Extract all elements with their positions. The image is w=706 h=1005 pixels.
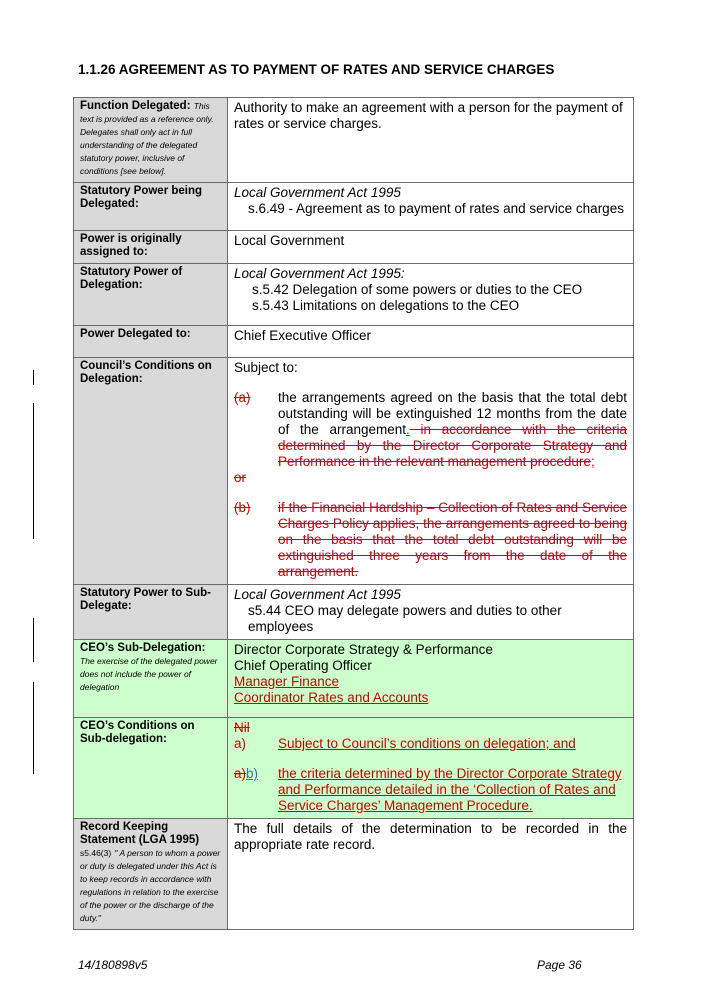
- label-statutory-power: Statutory Power being Delegated:: [80, 185, 203, 210]
- footer-page-number: Page 36: [537, 958, 582, 972]
- function-note: This text is provided as a reference only. Delegates shall only act in full understanding of the delegated statutory power, inclusive of conditions [see below].: [80, 101, 214, 176]
- row-delegated-to: [74, 326, 634, 358]
- row-sub-delegate-power: [74, 585, 634, 640]
- power-of-delegation-act: Local Government Act 1995:: [234, 266, 405, 281]
- ceo-condition-b-deleted-marker: a): [234, 766, 247, 781]
- sub-delegate-inserted: Manager Finance: [234, 674, 340, 689]
- row-originally-assigned: [74, 231, 634, 264]
- condition-b: [234, 500, 627, 580]
- label-cell: [74, 98, 228, 183]
- condition-b-text: if the Financial Hardship – Collection of Rates and Service Charges Policy applies, the arrangements agreed to being on the basis that the total debt outstanding will be extinguished three years from the date of the arrangement.: [278, 500, 627, 579]
- value-cell: [228, 231, 634, 264]
- label-cell: [74, 326, 228, 358]
- sub-delegate-inserted: Coordinator Rates and Accounts: [234, 690, 429, 705]
- condition-a-deleted: in accordance with the criteria determined by the Director Corporate Strategy and Performance in the relevant management procedure: [278, 422, 627, 469]
- value-cell: [228, 585, 634, 640]
- condition-a-end: ;: [590, 454, 595, 469]
- label-cell: [74, 640, 228, 718]
- row-power-of-delegation: [74, 264, 634, 326]
- sub-delegate-act: Local Government Act 1995: [234, 587, 401, 602]
- label-cell: [74, 183, 228, 231]
- ceo-condition-a-text: Subject to Council’s conditions on delegation; and: [278, 736, 576, 751]
- label-cell: [74, 358, 228, 585]
- condition-a: [234, 390, 627, 470]
- ceo-condition-b-text: the criteria determined by the Director Corporate Strategy and Performance detailed in the ‘Collection of Rates and Service Charges’ Management Procedure.: [278, 766, 622, 813]
- statutory-power-section: s.6.49 - Agreement as to payment of rates and service charges: [248, 201, 624, 216]
- power-of-delegation-line: s.5.42 Delegation of some powers or duties to the CEO: [252, 282, 583, 297]
- value-cell: [228, 98, 634, 183]
- revision-bar: [33, 403, 34, 539]
- label-cell: [74, 819, 228, 930]
- row-ceo-conditions: [74, 718, 634, 819]
- sub-delegate-section: s5.44 CEO may delegate powers and duties to other employees: [248, 603, 562, 634]
- value-cell: [228, 358, 634, 585]
- label-ceo-sub-delegation: CEO’s Sub-Delegation:: [80, 642, 206, 654]
- row-statutory-power: [74, 183, 634, 231]
- council-conditions-intro: Subject to:: [234, 360, 298, 375]
- label-power-of-delegation: Statutory Power of Delegation:: [80, 266, 183, 291]
- revision-bar: [33, 618, 34, 662]
- statutory-power-act: Local Government Act 1995: [234, 185, 401, 200]
- condition-a-text: the arrangements agreed on the basis that the total debt outstanding will be extinguished 12 months from the date of the arrangement: [278, 390, 627, 437]
- record-keeping-note: " A person to whom a power or duty is delegated under this Act is to keep records in accordance with regulations in relation to the exercise of the power or the discharge of the duty.": [80, 848, 221, 923]
- label-cell: [74, 264, 228, 326]
- ceo-condition-a: [234, 736, 627, 752]
- record-keeping-value: The full details of the determination to be recorded in the appropriate rate record.: [234, 821, 627, 852]
- delegation-table: [73, 97, 634, 930]
- label-council-conditions: Council’s Conditions on Delegation:: [80, 360, 212, 385]
- power-of-delegation-line: s.5.43 Limitations on delegations to the CEO: [252, 298, 520, 313]
- value-cell: [228, 183, 634, 231]
- revision-bar: [33, 370, 34, 385]
- ceo-condition-b: [234, 766, 627, 814]
- row-function-delegated: [74, 98, 634, 183]
- row-ceo-sub-delegation: [74, 640, 634, 718]
- row-council-conditions: [74, 358, 634, 585]
- sub-delegate-existing: Chief Operating Officer: [234, 658, 372, 673]
- label-cell: [74, 231, 228, 264]
- label-delegated-to: Power Delegated to:: [80, 328, 191, 340]
- label-function-delegated: Function Delegated:: [80, 100, 191, 112]
- ceo-sub-delegation-note: The exercise of the delegated power does not include the power of delegation: [80, 656, 218, 692]
- ceo-conditions-deleted: Nil: [234, 720, 250, 735]
- condition-a-marker: (a): [234, 390, 251, 405]
- value-cell: [228, 264, 634, 326]
- revision-bar: [33, 682, 34, 774]
- value-cell: [228, 326, 634, 358]
- value-cell: [228, 718, 634, 819]
- label-ceo-conditions: CEO’s Conditions on Sub-delegation:: [80, 720, 195, 745]
- ceo-condition-b-marker: b): [246, 766, 259, 781]
- record-keeping-ref: s5.46(3): [80, 848, 112, 858]
- label-cell: [74, 718, 228, 819]
- footer-doc-ref: 14/180898v5: [78, 958, 148, 972]
- label-cell: [74, 585, 228, 640]
- ceo-condition-a-marker: a): [234, 736, 247, 751]
- value-cell: [228, 640, 634, 718]
- condition-b-marker: (b): [234, 500, 251, 515]
- value-cell: [228, 819, 634, 930]
- section-heading: 1.1.26 AGREEMENT AS TO PAYMENT OF RATES AND SERVICE CHARGES: [78, 62, 555, 77]
- label-sub-delegate-power: Statutory Power to Sub-Delegate:: [80, 587, 211, 612]
- row-record-keeping: [74, 819, 634, 930]
- condition-a-inserted: .: [406, 422, 410, 437]
- originally-assigned-value: Local Government: [234, 233, 345, 248]
- condition-or: or: [234, 470, 247, 485]
- label-originally-assigned: Power is originally assigned to:: [80, 233, 182, 258]
- delegated-to-value: Chief Executive Officer: [234, 328, 372, 343]
- sub-delegate-existing: Director Corporate Strategy & Performance: [234, 642, 493, 657]
- function-value: Authority to make an agreement with a person for the payment of rates or service charges.: [234, 100, 623, 131]
- label-record-keeping: Record Keeping Statement (LGA 1995): [80, 821, 200, 846]
